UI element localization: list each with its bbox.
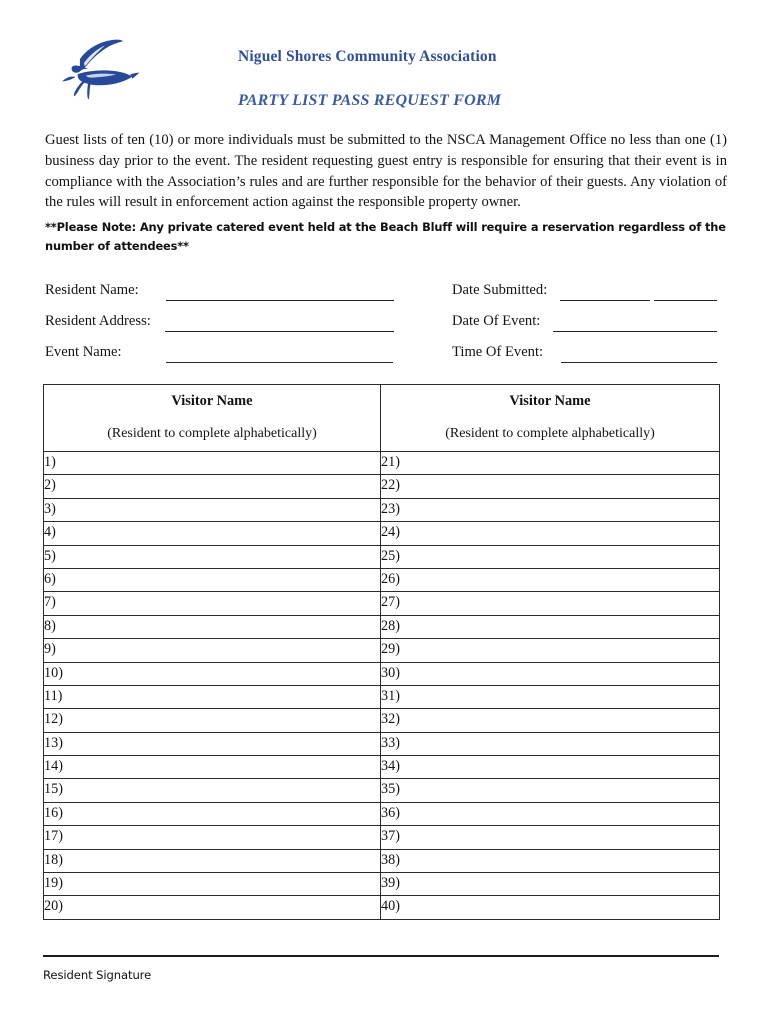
field-row-3 xyxy=(0,344,770,373)
visitor-cell-left[interactable]: 13) xyxy=(44,732,381,755)
resident-name-label: Resident Name: xyxy=(45,282,139,298)
table-header-row xyxy=(44,385,720,452)
table-row xyxy=(44,475,720,498)
organization-name: Niguel Shores Community Association xyxy=(238,48,497,65)
column-title: Visitor Name xyxy=(509,393,591,409)
date-submitted-label: Date Submitted: xyxy=(452,282,548,298)
resident-signature-label: Resident Signature xyxy=(43,968,152,982)
visitor-cell-left[interactable]: 16) xyxy=(44,802,381,825)
table-row xyxy=(44,568,720,591)
visitor-cell-left[interactable]: 3) xyxy=(44,498,381,521)
visitor-cell-left[interactable]: 1) xyxy=(44,452,381,475)
table-row xyxy=(44,826,720,849)
visitor-cell-right[interactable]: 38) xyxy=(381,849,720,872)
field-row-2 xyxy=(0,313,770,342)
document-header xyxy=(0,30,770,122)
form-fields xyxy=(0,282,770,374)
table-row xyxy=(44,615,720,638)
page-title: PARTY LIST PASS REQUEST FORM xyxy=(238,92,502,109)
visitor-cell-left[interactable]: 2) xyxy=(44,475,381,498)
visitor-cell-left[interactable]: 20) xyxy=(44,896,381,919)
table-row xyxy=(44,802,720,825)
table-row xyxy=(44,849,720,872)
visitor-cell-right[interactable]: 40) xyxy=(381,896,720,919)
visitor-cell-right[interactable]: 28) xyxy=(381,615,720,638)
visitor-cell-left[interactable]: 7) xyxy=(44,592,381,615)
visitor-cell-right[interactable]: 39) xyxy=(381,873,720,896)
resident-name-input[interactable] xyxy=(166,300,394,301)
table-row xyxy=(44,685,720,708)
visitor-cell-right[interactable]: 26) xyxy=(381,568,720,591)
visitor-cell-right[interactable]: 23) xyxy=(381,498,720,521)
table-row xyxy=(44,545,720,568)
date-of-event-input[interactable] xyxy=(553,331,717,332)
visitor-cell-right[interactable]: 29) xyxy=(381,639,720,662)
visitor-cell-left[interactable]: 15) xyxy=(44,779,381,802)
visitor-cell-right[interactable]: 33) xyxy=(381,732,720,755)
time-of-event-input[interactable] xyxy=(561,362,717,363)
visitor-cell-left[interactable]: 5) xyxy=(44,545,381,568)
time-of-event-label: Time Of Event: xyxy=(452,344,544,360)
event-name-label: Event Name: xyxy=(45,344,122,360)
table-row xyxy=(44,662,720,685)
table-row xyxy=(44,873,720,896)
visitor-name-header-left xyxy=(44,385,381,452)
resident-signature-input[interactable] xyxy=(43,955,719,957)
intro-paragraph: Guest lists of ten (10) or more individuals must be submitted to the NSCA Management Office no less than one (1) business day prior to the event. The resident requesting guest entry is responsible for ensuring that their event is in compliance with the Association’s rules and are further responsible for the behavior of their guests. Any violation of the rules will result in enforcement action against the responsible property owner. xyxy=(45,132,727,211)
visitor-cell-left[interactable]: 18) xyxy=(44,849,381,872)
visitor-cell-left[interactable]: 4) xyxy=(44,522,381,545)
table-row xyxy=(44,732,720,755)
column-subtitle: (Resident to complete alphabetically) xyxy=(107,426,317,441)
event-name-input[interactable] xyxy=(166,362,393,363)
table-row xyxy=(44,709,720,732)
visitor-cell-right[interactable]: 21) xyxy=(381,452,720,475)
visitor-cell-left[interactable]: 12) xyxy=(44,709,381,732)
table-body xyxy=(44,452,720,920)
column-title: Visitor Name xyxy=(171,393,253,409)
visitor-cell-left[interactable]: 6) xyxy=(44,568,381,591)
date-submitted-input-b[interactable] xyxy=(654,300,717,301)
table-row xyxy=(44,756,720,779)
visitor-cell-right[interactable]: 32) xyxy=(381,709,720,732)
table-row xyxy=(44,639,720,662)
visitor-cell-right[interactable]: 35) xyxy=(381,779,720,802)
visitor-name-table xyxy=(43,384,720,920)
visitor-cell-right[interactable]: 22) xyxy=(381,475,720,498)
visitor-cell-left[interactable]: 10) xyxy=(44,662,381,685)
visitor-cell-left[interactable]: 17) xyxy=(44,826,381,849)
table-row xyxy=(44,896,720,919)
visitor-cell-right[interactable]: 34) xyxy=(381,756,720,779)
header-titles xyxy=(238,30,658,110)
seagull-logo-icon xyxy=(62,38,140,100)
visitor-cell-left[interactable]: 9) xyxy=(44,639,381,662)
table-row xyxy=(44,498,720,521)
visitor-cell-left[interactable]: 11) xyxy=(44,685,381,708)
visitor-cell-right[interactable]: 25) xyxy=(381,545,720,568)
visitor-cell-right[interactable]: 24) xyxy=(381,522,720,545)
visitor-cell-left[interactable]: 8) xyxy=(44,615,381,638)
resident-address-label: Resident Address: xyxy=(45,313,151,329)
visitor-cell-right[interactable]: 31) xyxy=(381,685,720,708)
visitor-cell-right[interactable]: 30) xyxy=(381,662,720,685)
please-note-text: **Please Note: Any private catered event held at the Beach Bluff will require a reservation regardless of the number of attendees** xyxy=(45,220,726,253)
resident-address-input[interactable] xyxy=(165,331,394,332)
table-row xyxy=(44,522,720,545)
visitor-cell-right[interactable]: 37) xyxy=(381,826,720,849)
column-subtitle: (Resident to complete alphabetically) xyxy=(445,426,655,441)
visitor-cell-left[interactable]: 14) xyxy=(44,756,381,779)
table-row xyxy=(44,452,720,475)
visitor-cell-right[interactable]: 27) xyxy=(381,592,720,615)
date-of-event-label: Date Of Event: xyxy=(452,313,541,329)
visitor-cell-left[interactable]: 19) xyxy=(44,873,381,896)
table-row xyxy=(44,779,720,802)
visitor-name-header-right xyxy=(381,385,720,452)
table-row xyxy=(44,592,720,615)
field-row-1 xyxy=(0,282,770,311)
date-submitted-input-a[interactable] xyxy=(560,300,650,301)
visitor-cell-right[interactable]: 36) xyxy=(381,802,720,825)
